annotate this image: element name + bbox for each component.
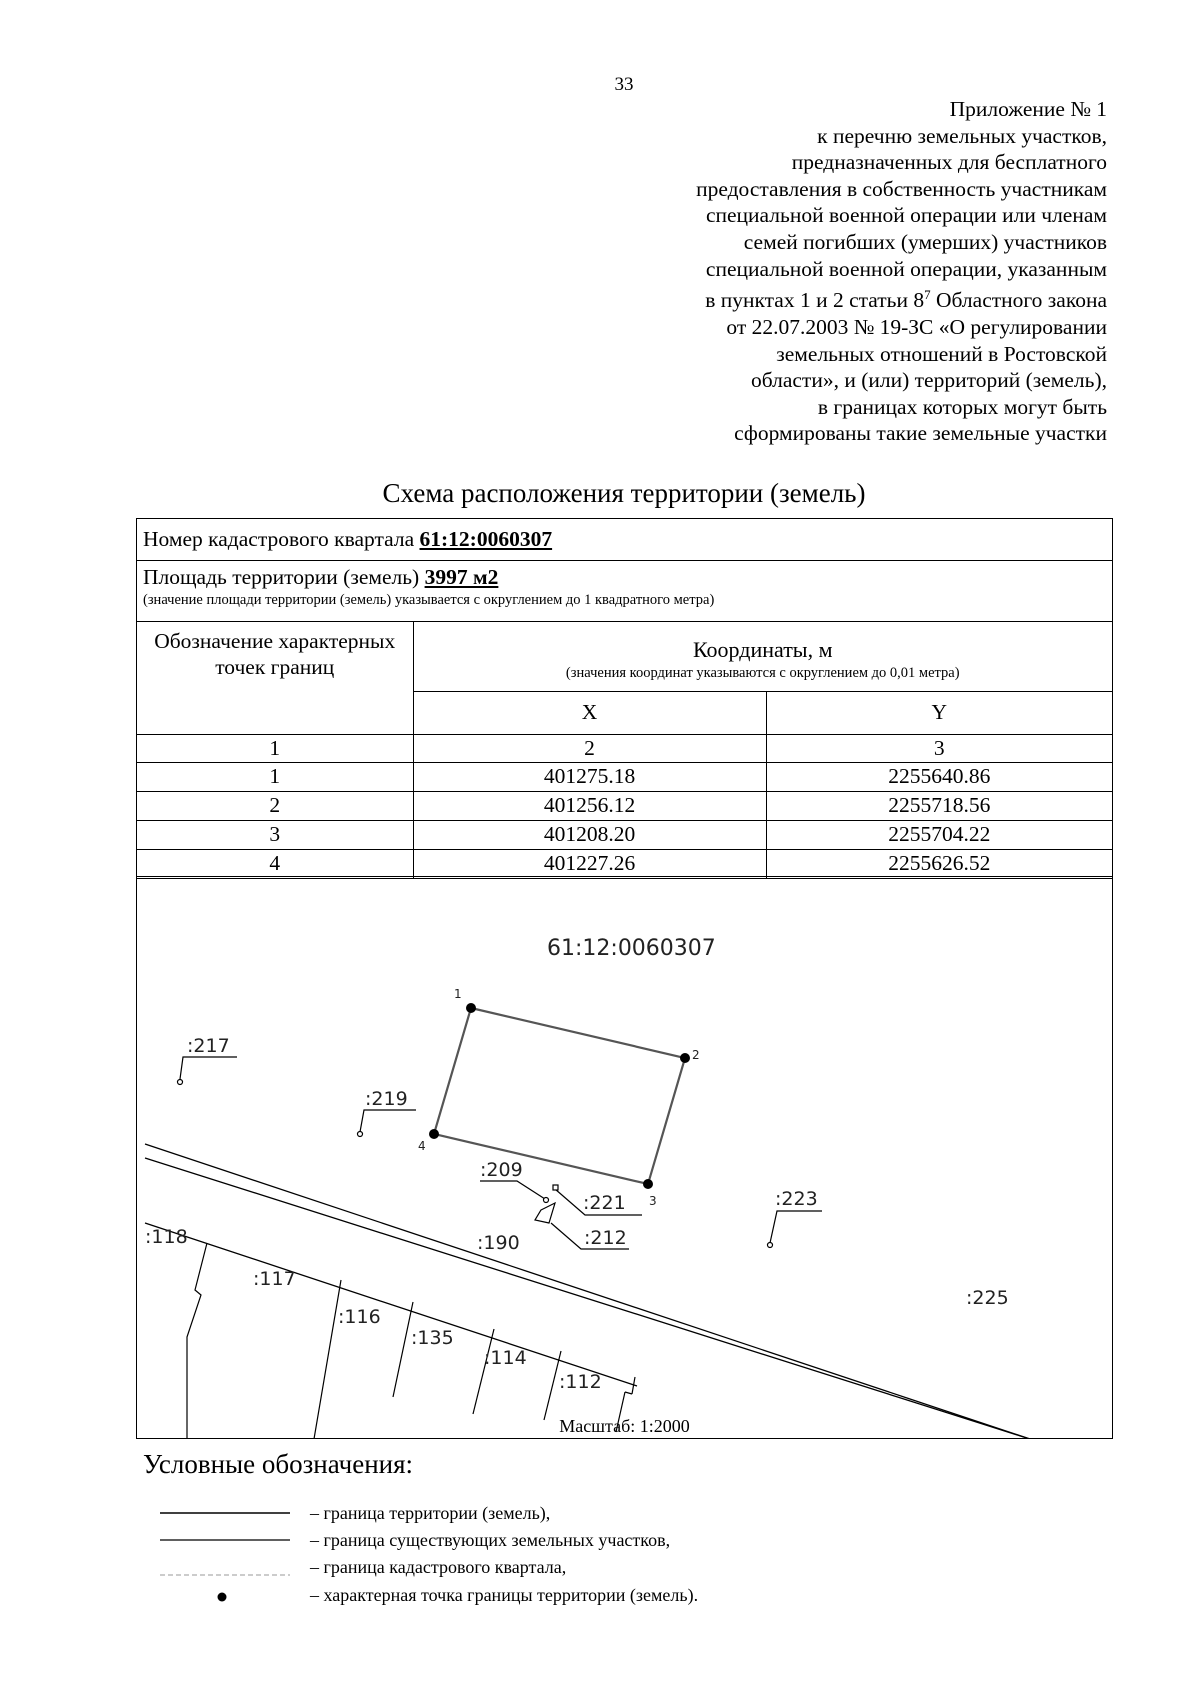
leaders (178, 1057, 823, 1249)
area-row (137, 561, 1112, 622)
point-label: 3 (649, 1194, 657, 1208)
superscript: 7 (924, 287, 931, 303)
parcel-marker (358, 1132, 363, 1137)
appendix-line-text: в пунктах 1 и 2 статьи 8 (705, 288, 925, 313)
area-note: (значение площади территории (земель) указывается с округлением до 1 квадратного метра) (143, 592, 715, 608)
parcel-label: :212 (584, 1227, 627, 1249)
parcel-label: :116 (338, 1306, 381, 1328)
area-label: Площадь территории (земель) (143, 565, 425, 589)
column-number: 2 (413, 734, 766, 762)
point-cell: 1 (137, 762, 413, 791)
parcel-label: :221 (583, 1192, 626, 1214)
road-lines (145, 1144, 1033, 1439)
area-value: 3997 м2 (424, 565, 499, 589)
parcel-label: :219 (365, 1088, 408, 1110)
legend-text: – характерная точка границы территории (земель). (310, 1585, 699, 1605)
y-cell: 2255626.52 (766, 849, 1112, 878)
y-cell: 2255640.86 (766, 762, 1112, 791)
dashed-line-symbol (160, 1557, 290, 1581)
scheme-title: Схема расположения территории (земель) (382, 478, 866, 508)
parcel-label: :217 (187, 1035, 230, 1057)
parcel-label: :112 (559, 1371, 602, 1393)
point-cell: 2 (137, 791, 413, 820)
appendix-line: специальной военной операции или членам (705, 203, 1107, 228)
point-label: 1 (454, 987, 462, 1001)
legend-text: – граница существующих земельных участков, (310, 1530, 671, 1550)
scheme-frame (136, 518, 1113, 1439)
parcel-divider (187, 1243, 207, 1439)
boundary-point (466, 1003, 476, 1013)
appendix-line: предоставления в собственность участникам (696, 176, 1107, 201)
column-number: 3 (766, 734, 1112, 762)
x-cell: 401227.26 (413, 849, 766, 878)
appendix-line: семей погибших (умерших) участников (743, 229, 1107, 254)
parcel-label: :223 (775, 1188, 818, 1210)
parcel-marker (553, 1185, 558, 1190)
points-header: Обозначение характерных точек границ (137, 622, 413, 734)
parcel-divider (473, 1329, 494, 1414)
parcel-divider (393, 1302, 413, 1397)
appendix-line: предназначенных для бесплатного (791, 150, 1107, 175)
road-edge (145, 1223, 637, 1386)
parcel-marker (178, 1080, 183, 1085)
quarter-number: 61:12:0060307 (419, 527, 553, 551)
legend-text: – граница территории (земель), (310, 1503, 551, 1523)
coordinates-table (137, 622, 1112, 879)
boundary-point (643, 1179, 653, 1189)
point-cell: 3 (137, 820, 413, 849)
appendix-line: специальной военной операции, указанным (705, 256, 1107, 281)
legend-title: Условные обозначения: (143, 1449, 414, 1479)
table-row (137, 849, 1112, 878)
coords-header: Координаты, м (692, 636, 833, 662)
territory-boundary (434, 1008, 685, 1184)
point-symbol (160, 1585, 290, 1609)
boundary-point (429, 1129, 439, 1139)
coords-note: (значения координат указываются с округлением до 0,01 метра) (565, 664, 960, 681)
appendix-line: земельных отношений в Ростовской (776, 341, 1107, 366)
x-cell: 401275.18 (413, 762, 766, 791)
table-row (137, 762, 1112, 791)
parcel-label: :209 (480, 1159, 523, 1181)
y-header: Y (766, 691, 1112, 734)
appendix-line-tail: Областного закона (930, 288, 1107, 313)
legend-item (160, 1585, 760, 1609)
table-row (137, 820, 1112, 849)
parcel-marker (768, 1243, 773, 1248)
appendix-line: области», и (или) территорий (земель), (750, 368, 1107, 393)
leader-line (770, 1211, 822, 1243)
quarter-label: Номер кадастрового квартала (143, 527, 420, 551)
boundary-points (429, 1003, 690, 1189)
legend-item (160, 1557, 760, 1581)
column-number: 1 (137, 734, 413, 762)
x-header: X (413, 691, 766, 734)
leader-line (360, 1110, 416, 1132)
coords-header-cell (413, 622, 1112, 691)
parcel-divider (625, 1392, 632, 1394)
appendix-line: сформированы такие земельные участки (734, 421, 1107, 446)
solid-line-symbol (160, 1503, 290, 1527)
road-edge (145, 1144, 1033, 1439)
point-cell: 4 (137, 849, 413, 878)
leader-line (180, 1057, 237, 1079)
appendix-line (587, 282, 1107, 314)
point-label: 4 (418, 1139, 426, 1153)
quarter-row (137, 519, 1112, 561)
parcel-label: :118 (145, 1226, 188, 1248)
solid-line-symbol (160, 1530, 290, 1554)
appendix-line: в границах которых могут быть (817, 394, 1107, 419)
legend-item (160, 1503, 760, 1527)
parcel-square (535, 1203, 555, 1223)
x-cell: 401208.20 (413, 820, 766, 849)
boundary-point (680, 1053, 690, 1063)
x-cell: 401256.12 (413, 791, 766, 820)
appendix-line: от 22.07.2003 № 19-ЗС «О регулировании (726, 314, 1107, 339)
parcel-label: :135 (411, 1327, 454, 1349)
map-scale: Масштаб: 1:2000 (559, 1416, 690, 1436)
y-cell: 2255718.56 (766, 791, 1112, 820)
parcel-label: :225 (966, 1287, 1009, 1309)
point-label: 2 (692, 1048, 700, 1062)
leader-line (480, 1181, 545, 1199)
table-row (137, 791, 1112, 820)
scheme-map (137, 876, 1112, 1439)
appendix-line: к перечню земельных участков, (817, 123, 1107, 148)
parcel-marker (544, 1198, 549, 1203)
appendix-heading (587, 96, 1107, 447)
map-drawing (137, 877, 1111, 1439)
parcel-label: :114 (484, 1347, 527, 1369)
legend-text: – граница кадастрового квартала, (310, 1557, 567, 1577)
page-number: 33 (614, 74, 634, 95)
parcel-label: :190 (477, 1232, 520, 1254)
parcel-label: :117 (253, 1268, 296, 1290)
y-cell: 2255704.22 (766, 820, 1112, 849)
map-quarter-label: 61:12:0060307 (547, 936, 716, 961)
legend-item (160, 1530, 760, 1554)
appendix-line: Приложение № 1 (949, 97, 1107, 121)
